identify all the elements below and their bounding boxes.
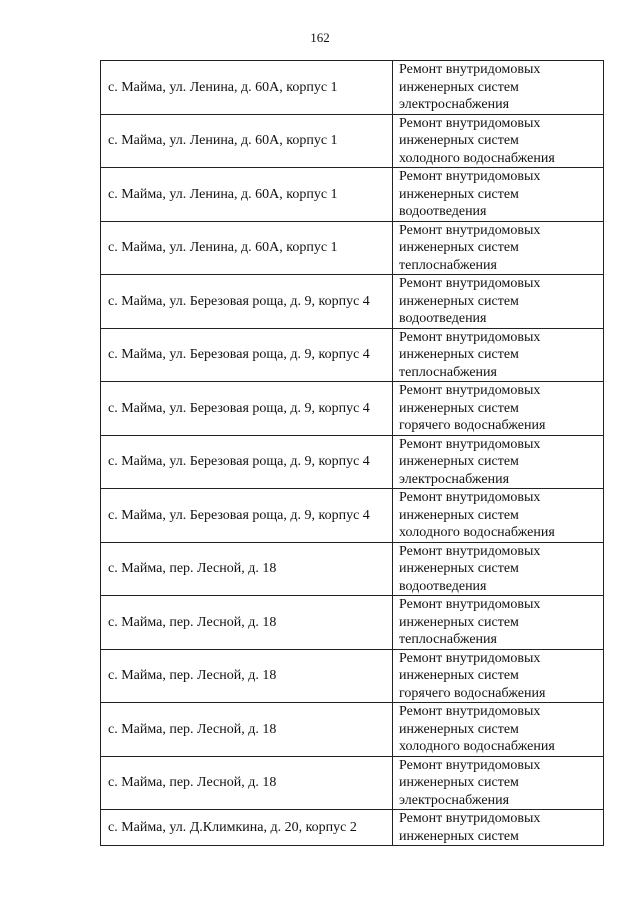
- work-description-line: инженерных систем: [399, 721, 519, 737]
- address-cell: с. Майма, пер. Лесной, д. 18: [101, 596, 393, 650]
- work-description-line: инженерных систем: [399, 133, 519, 148]
- address-cell: с. Майма, ул. Березовая роща, д. 9, корпус 4: [101, 275, 393, 329]
- work-description-cell: [393, 703, 604, 757]
- table-row: [101, 328, 604, 382]
- address-cell: с. Майма, ул. Березовая роща, д. 9, корпус 4: [101, 489, 393, 543]
- table-row: [101, 596, 604, 650]
- work-description-line: электроснабжения: [399, 97, 510, 112]
- address-cell: с. Майма, пер. Лесной, д. 18: [101, 703, 393, 757]
- work-description-line: инженерных систем: [399, 240, 519, 255]
- table-row: [101, 114, 604, 168]
- address-cell: с. Майма, ул. Ленина, д. 60А, корпус 1: [101, 114, 393, 168]
- work-description-line: Ремонт внутридомовых: [399, 115, 541, 131]
- work-description-line: инженерных систем: [399, 347, 519, 362]
- work-description-line: теплоснабжения: [399, 632, 497, 647]
- address-cell: с. Майма, ул. Д.Климкина, д. 20, корпус 2: [101, 810, 393, 846]
- work-description-line: Ремонт внутридомовых: [399, 757, 541, 773]
- table-row: [101, 168, 604, 222]
- work-description-line: инженерных систем: [399, 400, 519, 416]
- work-description-line: Ремонт внутридомовых: [399, 811, 541, 826]
- work-description-line: Ремонт внутридомовых: [399, 436, 541, 452]
- work-description-line: Ремонт внутридомовых: [399, 597, 541, 612]
- work-description-line: инженерных систем: [399, 186, 519, 202]
- work-description-line: электроснабжения: [399, 471, 510, 487]
- work-description-cell: [393, 275, 604, 329]
- address-cell: с. Майма, ул. Ленина, д. 60А, корпус 1: [101, 61, 393, 115]
- work-description-cell: [393, 810, 604, 846]
- work-description-line: инженерных систем: [399, 775, 519, 790]
- work-description-cell: [393, 168, 604, 222]
- work-description-cell: [393, 61, 604, 115]
- work-description-line: Ремонт внутридомовых: [399, 490, 541, 505]
- work-description-line: водоотведения: [399, 204, 487, 219]
- work-description-line: Ремонт внутридомовых: [399, 704, 541, 719]
- table-row: [101, 61, 604, 115]
- work-description-line: Ремонт внутридомовых: [399, 62, 541, 77]
- work-description-line: инженерных систем: [399, 614, 519, 630]
- table-row: [101, 489, 604, 543]
- work-description-line: холодного водоснабжения: [399, 525, 555, 540]
- work-description-line: водоотведения: [399, 311, 487, 326]
- table-row: [101, 703, 604, 757]
- work-description-line: инженерных систем: [399, 79, 519, 95]
- work-description-line: Ремонт внутридомовых: [399, 222, 541, 238]
- table-row: [101, 542, 604, 596]
- work-description-cell: [393, 489, 604, 543]
- work-description-line: водоотведения: [399, 578, 487, 594]
- work-description-line: инженерных систем: [399, 561, 519, 576]
- work-description-line: инженерных систем: [399, 454, 519, 469]
- table-row: [101, 649, 604, 703]
- work-description-line: Ремонт внутридомовых: [399, 169, 541, 184]
- address-cell: с. Майма, пер. Лесной, д. 18: [101, 649, 393, 703]
- table-row: [101, 756, 604, 810]
- work-description-line: инженерных систем: [399, 828, 519, 844]
- work-description-cell: [393, 542, 604, 596]
- work-description-line: Ремонт внутридомовых: [399, 276, 541, 291]
- table-row: [101, 382, 604, 436]
- work-description-line: холодного водоснабжения: [399, 150, 555, 166]
- work-description-cell: [393, 221, 604, 275]
- address-cell: с. Майма, пер. Лесной, д. 18: [101, 542, 393, 596]
- work-description-line: холодного водоснабжения: [399, 739, 555, 754]
- work-description-line: теплоснабжения: [399, 364, 497, 380]
- work-description-cell: [393, 328, 604, 382]
- work-description-cell: [393, 435, 604, 489]
- work-description-line: теплоснабжения: [399, 257, 497, 273]
- table-row: [101, 221, 604, 275]
- work-description-line: инженерных систем: [399, 668, 519, 683]
- work-description-line: Ремонт внутридомовых: [399, 329, 541, 345]
- address-cell: с. Майма, ул. Березовая роща, д. 9, корпус 4: [101, 435, 393, 489]
- work-description-cell: [393, 114, 604, 168]
- address-cell: с. Майма, ул. Ленина, д. 60А, корпус 1: [101, 168, 393, 222]
- address-cell: с. Майма, ул. Березовая роща, д. 9, корпус 4: [101, 328, 393, 382]
- work-description-line: инженерных систем: [399, 507, 519, 523]
- work-description-line: электроснабжения: [399, 792, 510, 808]
- table-row: [101, 275, 604, 329]
- table-row: [101, 810, 604, 846]
- work-description-line: Ремонт внутридомовых: [399, 650, 541, 666]
- work-description-line: горячего водоснабжения: [399, 418, 546, 433]
- address-cell: с. Майма, ул. Ленина, д. 60А, корпус 1: [101, 221, 393, 275]
- works-table: [100, 60, 604, 846]
- work-description-cell: [393, 596, 604, 650]
- address-cell: с. Майма, пер. Лесной, д. 18: [101, 756, 393, 810]
- work-description-line: Ремонт внутридомовых: [399, 383, 541, 398]
- work-description-line: инженерных систем: [399, 293, 519, 309]
- works-table-body: [101, 61, 604, 846]
- table-row: [101, 435, 604, 489]
- work-description-line: Ремонт внутридомовых: [399, 543, 541, 559]
- work-description-line: горячего водоснабжения: [399, 685, 546, 701]
- page-number: 162: [310, 30, 330, 45]
- work-description-cell: [393, 756, 604, 810]
- address-cell: с. Майма, ул. Березовая роща, д. 9, корпус 4: [101, 382, 393, 436]
- work-description-cell: [393, 649, 604, 703]
- work-description-cell: [393, 382, 604, 436]
